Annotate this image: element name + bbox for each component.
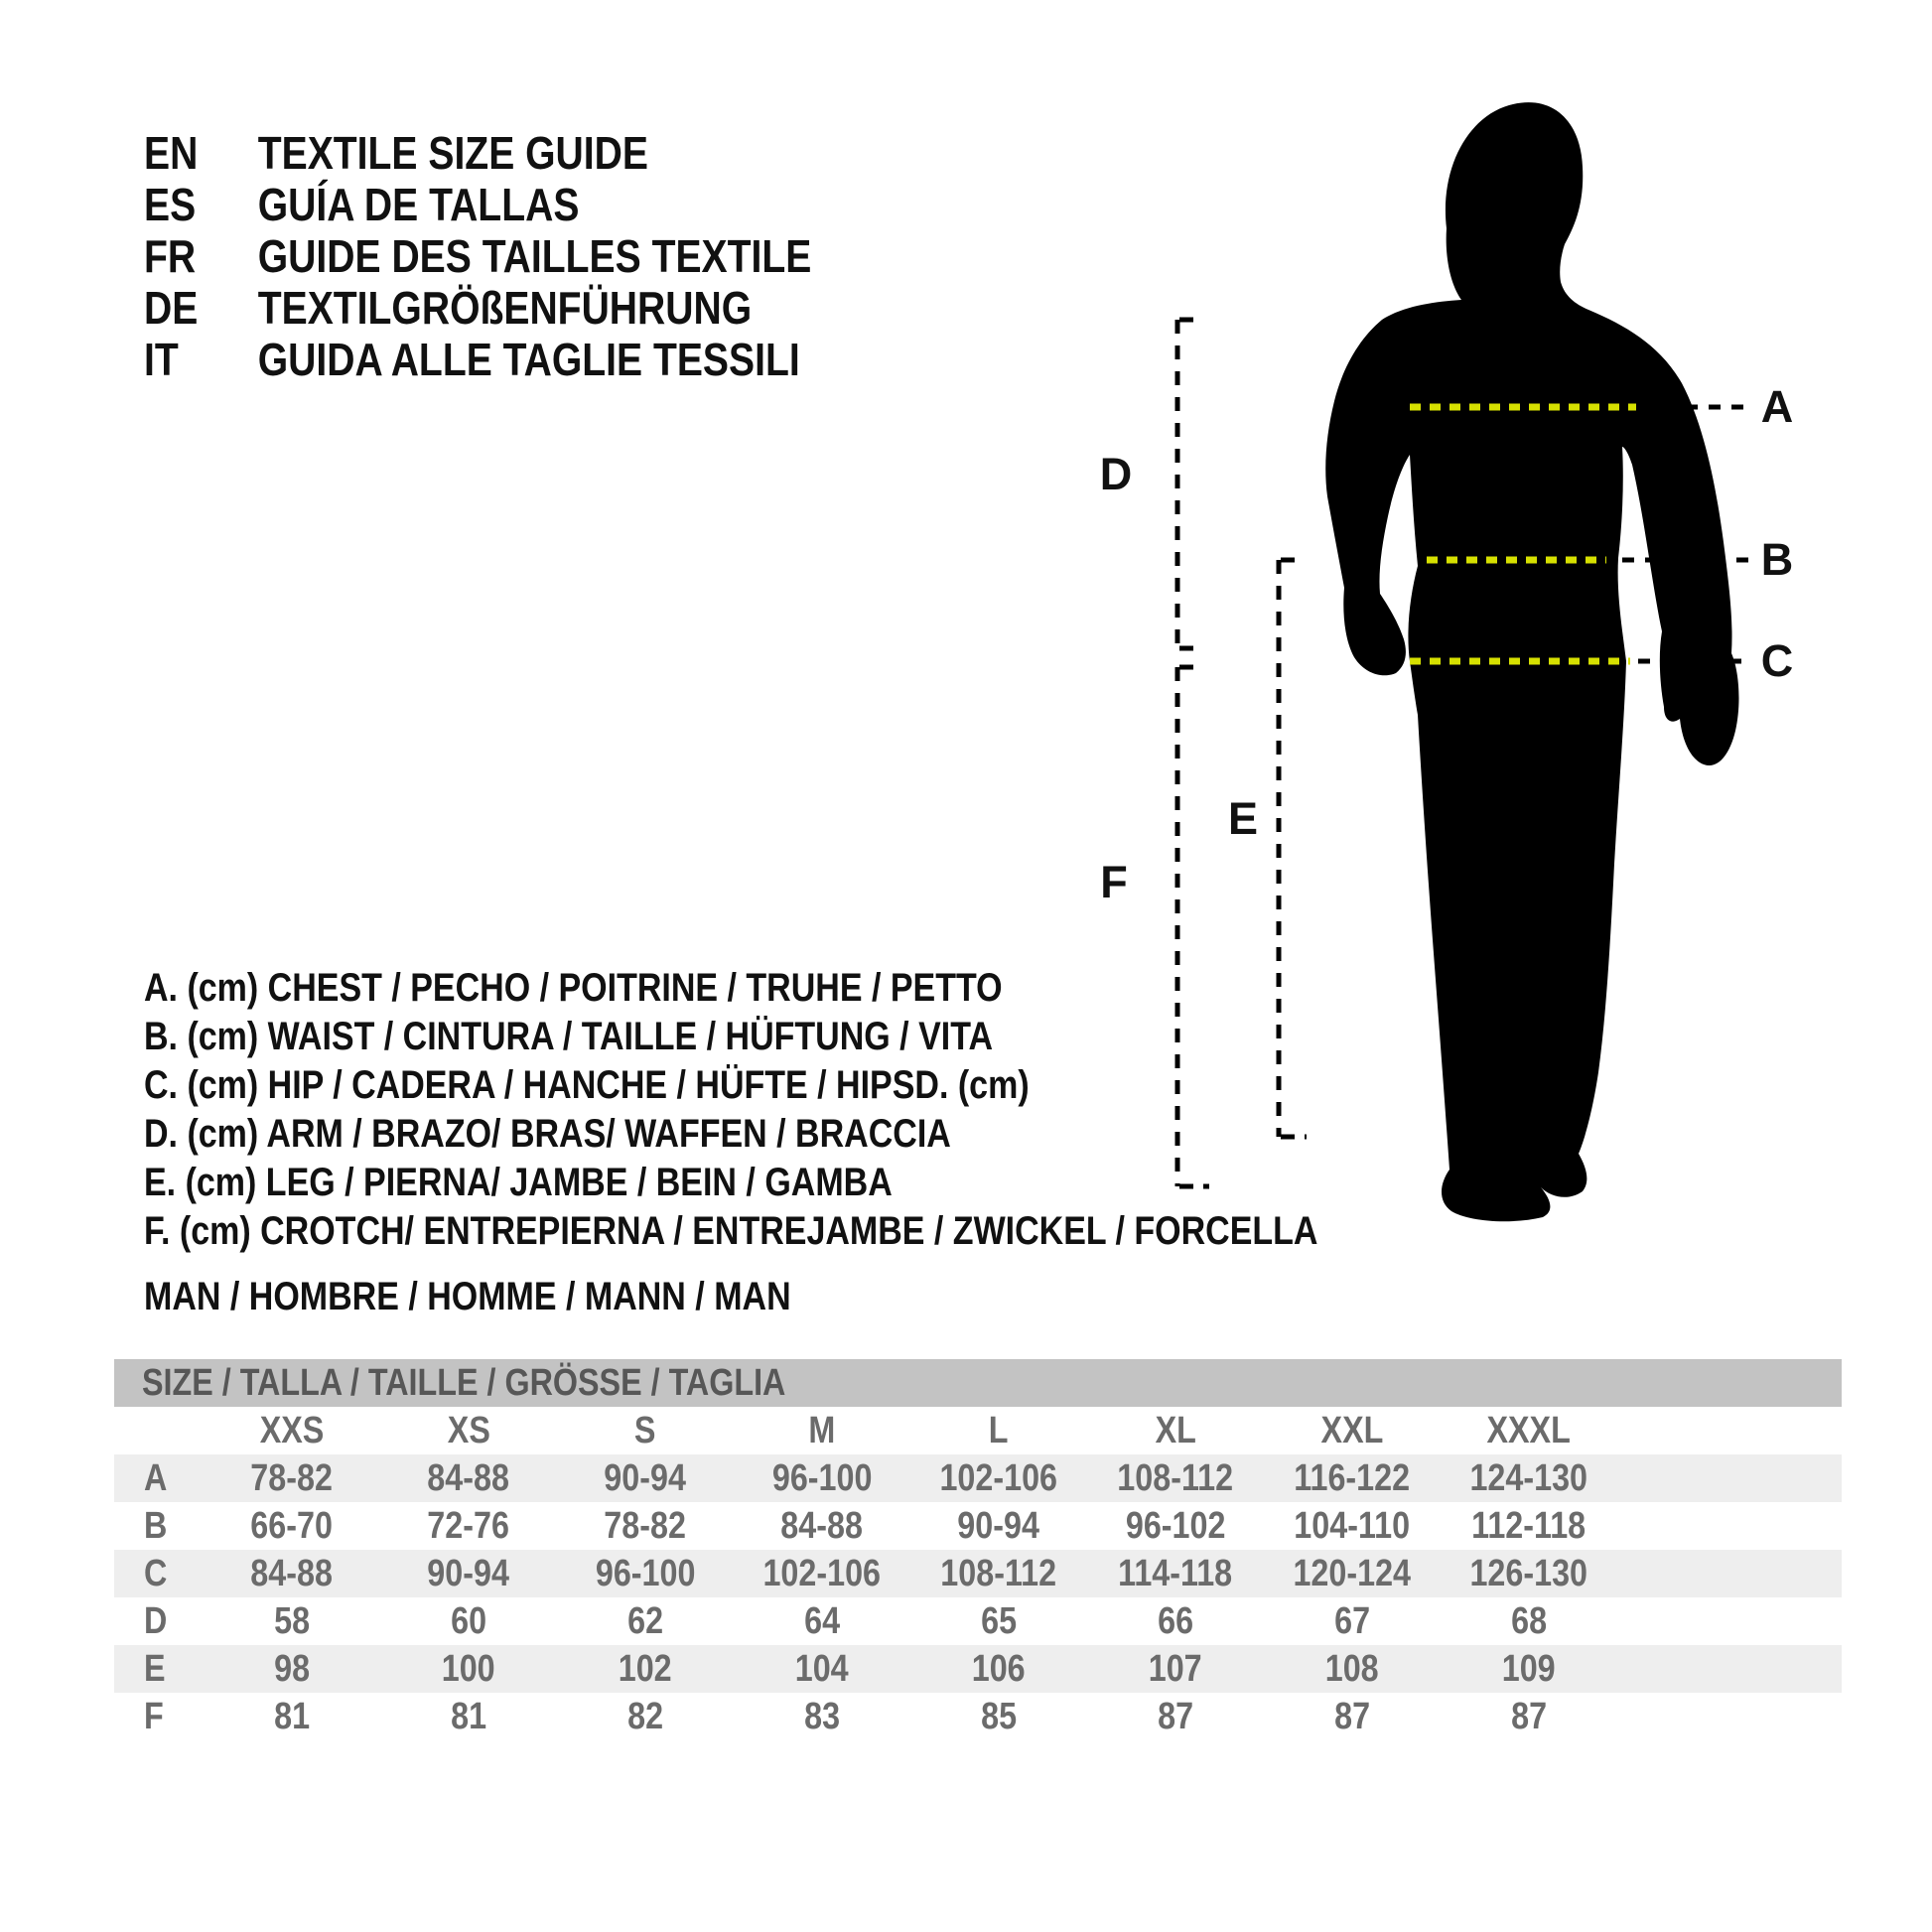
- legend-item-crotch: [144, 1207, 1525, 1256]
- cell: 83: [804, 1695, 840, 1737]
- cell: 66-70: [250, 1504, 334, 1547]
- cell: 109: [1502, 1647, 1556, 1690]
- legend-item-hip: [144, 1061, 1525, 1110]
- row-label: C: [144, 1552, 168, 1594]
- cell: 96-102: [1125, 1504, 1226, 1547]
- legend-text: A. (cm) CHEST / PECHO / POITRINE / TRUHE / PETTO: [144, 966, 1003, 1010]
- cell: 102-106: [762, 1552, 882, 1594]
- cell: 87: [1511, 1695, 1547, 1737]
- size-table: [114, 1359, 1842, 1740]
- col-header-xxs: XXS: [259, 1409, 325, 1451]
- col-header-xl: XL: [1155, 1409, 1196, 1451]
- cell: 100: [442, 1647, 495, 1690]
- cell: 126-130: [1469, 1552, 1588, 1594]
- label-F: F: [1100, 857, 1128, 907]
- measurement-legend: [144, 964, 1525, 1256]
- lang-code: IT: [144, 334, 179, 385]
- cell: 87: [1334, 1695, 1370, 1737]
- label-C: C: [1760, 635, 1794, 686]
- legend-text: D. (cm) ARM / BRAZO/ BRAS/ WAFFEN / BRACCIA: [144, 1112, 951, 1156]
- cell: 68: [1511, 1599, 1547, 1642]
- cell: 87: [1158, 1695, 1193, 1737]
- lang-title: GUÍA DE TALLAS: [257, 179, 580, 230]
- cell: 98: [274, 1647, 310, 1690]
- cell: 124-130: [1469, 1456, 1588, 1499]
- cell: 65: [981, 1599, 1017, 1642]
- row-label: E: [144, 1647, 166, 1690]
- cell: 108-112: [1117, 1456, 1234, 1499]
- lang-code: FR: [144, 230, 197, 282]
- cell: 60: [451, 1599, 486, 1642]
- label-B: B: [1760, 534, 1794, 585]
- cell: 96-100: [771, 1456, 873, 1499]
- legend-text: B. (cm) WAIST / CINTURA / TAILLE / HÜFTUNG / VITA: [144, 1015, 994, 1058]
- row-label: F: [144, 1695, 164, 1737]
- cell: 102: [619, 1647, 672, 1690]
- cell: 114-118: [1118, 1552, 1233, 1594]
- cell: 84-88: [427, 1456, 510, 1499]
- cell: 107: [1149, 1647, 1202, 1690]
- table-row-F: [114, 1693, 1842, 1740]
- legend-item-arm: [144, 1110, 1525, 1159]
- cell: 78-82: [250, 1456, 334, 1499]
- col-header-xxxl: XXXL: [1486, 1409, 1572, 1451]
- col-header-xxl: XXL: [1320, 1409, 1384, 1451]
- row-label: D: [144, 1599, 168, 1642]
- cell: 96-100: [595, 1552, 696, 1594]
- cell: 82: [627, 1695, 663, 1737]
- cell: 58: [274, 1599, 310, 1642]
- legend-text: F. (cm) CROTCH/ ENTREPIERNA / ENTREJAMBE / ZWICKEL / FORCELLA: [144, 1209, 1318, 1253]
- cell: 102-106: [939, 1456, 1058, 1499]
- col-header-m: M: [808, 1409, 836, 1451]
- legend-item-waist: [144, 1013, 1525, 1061]
- col-header-s: S: [634, 1409, 656, 1451]
- cell: 62: [627, 1599, 663, 1642]
- cell: 81: [451, 1695, 486, 1737]
- cell: 90-94: [427, 1552, 510, 1594]
- lang-title: TEXTILGRÖßENFÜHRUNG: [257, 282, 753, 334]
- cell: 72-76: [427, 1504, 510, 1547]
- lang-code: ES: [144, 179, 197, 230]
- cell: 116-122: [1294, 1456, 1411, 1499]
- cell: 81: [274, 1695, 310, 1737]
- lang-row-fr: [144, 230, 811, 282]
- legend-item-chest: [144, 964, 1525, 1013]
- lang-row-de: [144, 282, 811, 334]
- legend-text: E. (cm) LEG / PIERNA/ JAMBE / BEIN / GAMBA: [144, 1161, 893, 1204]
- table-title-bar: [114, 1359, 1842, 1407]
- cell: 90-94: [957, 1504, 1040, 1547]
- cell: 64: [804, 1599, 840, 1642]
- cell: 90-94: [604, 1456, 687, 1499]
- lang-title: GUIDE DES TAILLES TEXTILE: [257, 230, 812, 282]
- lang-row-it: [144, 334, 811, 385]
- cell: 108: [1325, 1647, 1379, 1690]
- lang-code: DE: [144, 282, 199, 334]
- table-row-C: [114, 1550, 1842, 1597]
- col-header-l: L: [989, 1409, 1009, 1451]
- cell: 85: [981, 1695, 1017, 1737]
- category-line: [144, 1273, 905, 1321]
- label-A: A: [1760, 381, 1794, 432]
- table-row-E: [114, 1645, 1842, 1693]
- cell: 112-118: [1471, 1504, 1587, 1547]
- category-text: MAN / HOMBRE / HOMME / MANN / MAN: [144, 1275, 791, 1318]
- col-header-xs: XS: [447, 1409, 490, 1451]
- lang-title: TEXTILE SIZE GUIDE: [257, 127, 648, 179]
- cell: 78-82: [604, 1504, 687, 1547]
- cell: 108-112: [940, 1552, 1057, 1594]
- legend-item-leg: [144, 1159, 1525, 1207]
- cell: 104: [795, 1647, 849, 1690]
- row-label: A: [144, 1456, 168, 1499]
- legend-text: C. (cm) HIP / CADERA / HANCHE / HÜFTE / HIPSD. (cm): [144, 1063, 1030, 1107]
- table-row-A: [114, 1454, 1842, 1502]
- cell: 106: [972, 1647, 1026, 1690]
- label-D: D: [1099, 449, 1133, 499]
- cell: 104-110: [1294, 1504, 1411, 1547]
- cell: 66: [1158, 1599, 1193, 1642]
- cell: 84-88: [250, 1552, 334, 1594]
- cell: 67: [1334, 1599, 1370, 1642]
- label-E: E: [1227, 793, 1259, 844]
- lang-row-en: [144, 127, 811, 179]
- language-title-block: [144, 127, 929, 385]
- table-row-D: [114, 1597, 1842, 1645]
- lang-title: GUIDA ALLE TAGLIE TESSILI: [257, 334, 800, 385]
- table-row-B: [114, 1502, 1842, 1550]
- cell: 84-88: [780, 1504, 864, 1547]
- table-header-row: [114, 1407, 1842, 1454]
- lang-code: EN: [144, 127, 199, 179]
- row-label: B: [144, 1504, 168, 1547]
- lang-row-es: [144, 179, 811, 230]
- table-title-text: SIZE / TALLA / TAILLE / GRÖSSE / TAGLIA: [142, 1362, 786, 1404]
- cell: 120-124: [1293, 1552, 1412, 1594]
